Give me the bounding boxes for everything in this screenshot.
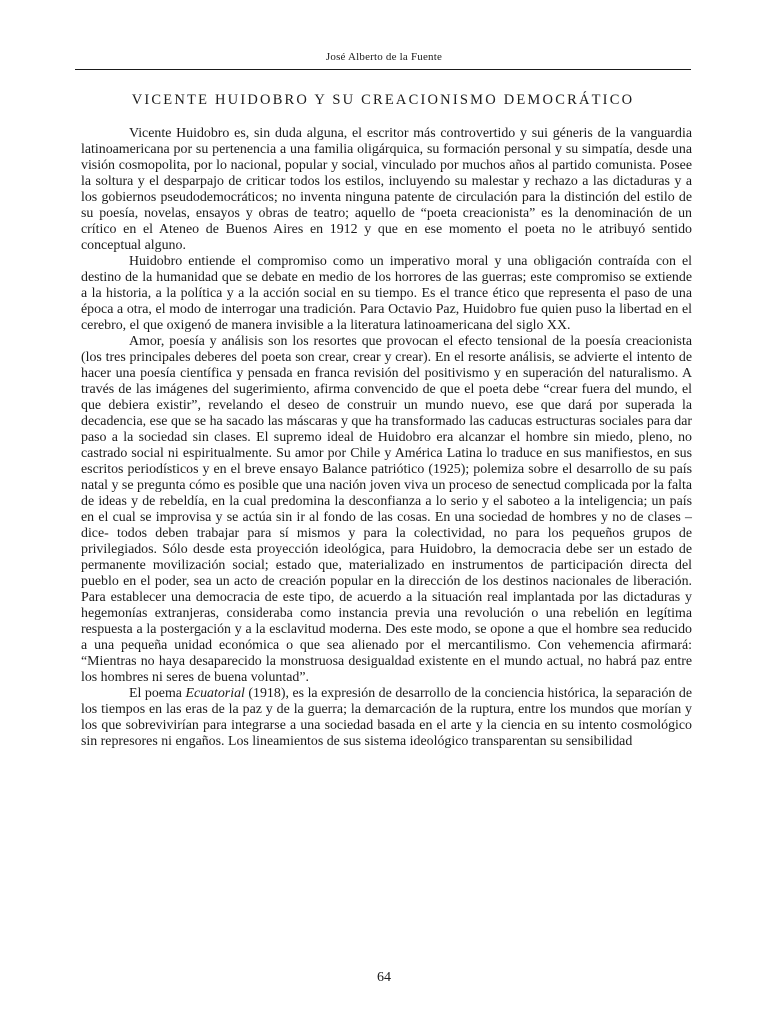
body-paragraph [81,686,692,750]
page-number: 64 [377,970,391,985]
text-run: Amor, poesía y análisis son los resortes que provocan el efecto tensional de la poesía creacionista (los tres principales deberes del poeta son crear, crear y crear). En el resorte análisis, se advierte el intento de hacer una poesía científica y pensada en franca revisión del positivismo y en superación del naturalismo. A través de las imágenes del sugerimiento, afirma convencido de que el poeta debe “crear fuera del mundo, el que debiera existir”, revelando el deseo de construir un mundo nuevo, ese que dará por superada la decadencia, ese que se ha sacado las máscaras y que ha transformado las caducas estructuras sociales para dar paso a la sociedad sin clases. El supremo ideal de Huidobro era alcanzar el hombre sin miedo, pleno, no castrado social ni espiritualmente. Su amor por Chile y América Latina lo traduce en sus manifiestos, en sus escritos periodísticos y en el breve ensayo Balance patriótico (1925); polemiza sobre el desarrollo de su país natal y se pregunta cómo es posible que una nación joven viva un proceso de senectud complicada por la falta de ideas y de rebeldía, en la cual predomina la desconfianza a lo serio y el saboteo a la inteligencia; un país en el cual se improvisa y se actúa sin ir al fondo de las cosas. En una sociedad de hombres y no de clases –dice- todos deben trabajar para sí mismos y para la colectividad, no para los pequeños grupos de privilegiados. Sólo desde esta proyección ideológica, para Huidobro, la democracia debe ser un estado de permanente movilización social; estado que, materializado en instrumentos de participación directa del pueblo en el poder, sea un acto de creación popular en la dirección de los destinos nacionales de liberación. Para establecer una democracia de este tipo, de acuerdo a la situación real implantada por las dictaduras y hegemonías extranjeras, consideraba como instancia previa una revolución o una rebelión en legítima respuesta a la postergación y a la esclavitud moderna. Des este modo, se opone a que el hombre sea reducido a una pequeña unidad económica o que sea alienado por el mercantilismo. Con vehemencia afirmará: “Mientras no haya desaparecido la monstruosa desigualdad existente en el mundo actual, no habrá paz entre los hombres ni seres de buena voluntad”. [81,334,692,685]
text-run: Vicente Huidobro es, sin duda alguna, el escritor más controvertido y sui géneris de la vanguardia latinoamericana por su pertenencia a una familia oligárquica, su formación personal y su simpatía, desde una visión cosmopolita, por lo nacional, popular y social, vinculado por muchos años al partido comunista. Posee la soltura y el desparpajo de criticar todos los estilos, incluyendo su malestar y rechazo a las dictaduras y a los gobiernos pseudodemocráticos; no inventa ninguna patente de circulación para la distinción del estilo de su poesía, novelas, ensayos y obras de teatro; aquello de “poeta creacionista” es la denominación de un crítico en el Ateneo de Buenos Aires en 1912 y que en ese momento el poeta no le atribuyó sentido conceptual alguno. [81,126,692,253]
article-body [81,126,692,750]
text-run: Huidobro entiende el compromiso como un imperativo moral y una obligación contraída con el destino de la humanidad que se debate en medio de los horrores de las guerras; este compromiso se extiende a la historia, a la política y a la acción social en su tiempo. Es el trance ético que representa el paso de una época a otra, el modo de interrogar una tradición. Para Octavio Paz, Huidobro fue quien puso la libertad en el cerebro, el que oxigenó de manera invisible a la literatura latinoamericana del siglo XX. [81,254,692,333]
body-paragraph [81,126,692,254]
text-run: El poema [129,686,186,701]
italic-title: Ecuatorial [185,686,245,701]
body-paragraph [81,334,692,686]
running-header: José Alberto de la Fuente [325,51,443,63]
header-rule [75,69,691,70]
article-title: VICENTE HUIDOBRO Y SU CREACIONISMO DEMOCRÁTICO [131,92,635,108]
text-run: (1918), es la expresión de desarrollo de la conciencia histórica, la separación de los tiempos en las eras de la paz y de la guerra; la demarcación de la ruptura, entre los mundos que morían y los que sobrevivirían para integrarse a una sociedad basada en el arte y la ciencia en su intento cosmológico sin represores ni engaños. Los lineamientos de sus sistema ideológico transparentan su sensibilidad [81,686,692,749]
body-paragraph [81,254,692,334]
